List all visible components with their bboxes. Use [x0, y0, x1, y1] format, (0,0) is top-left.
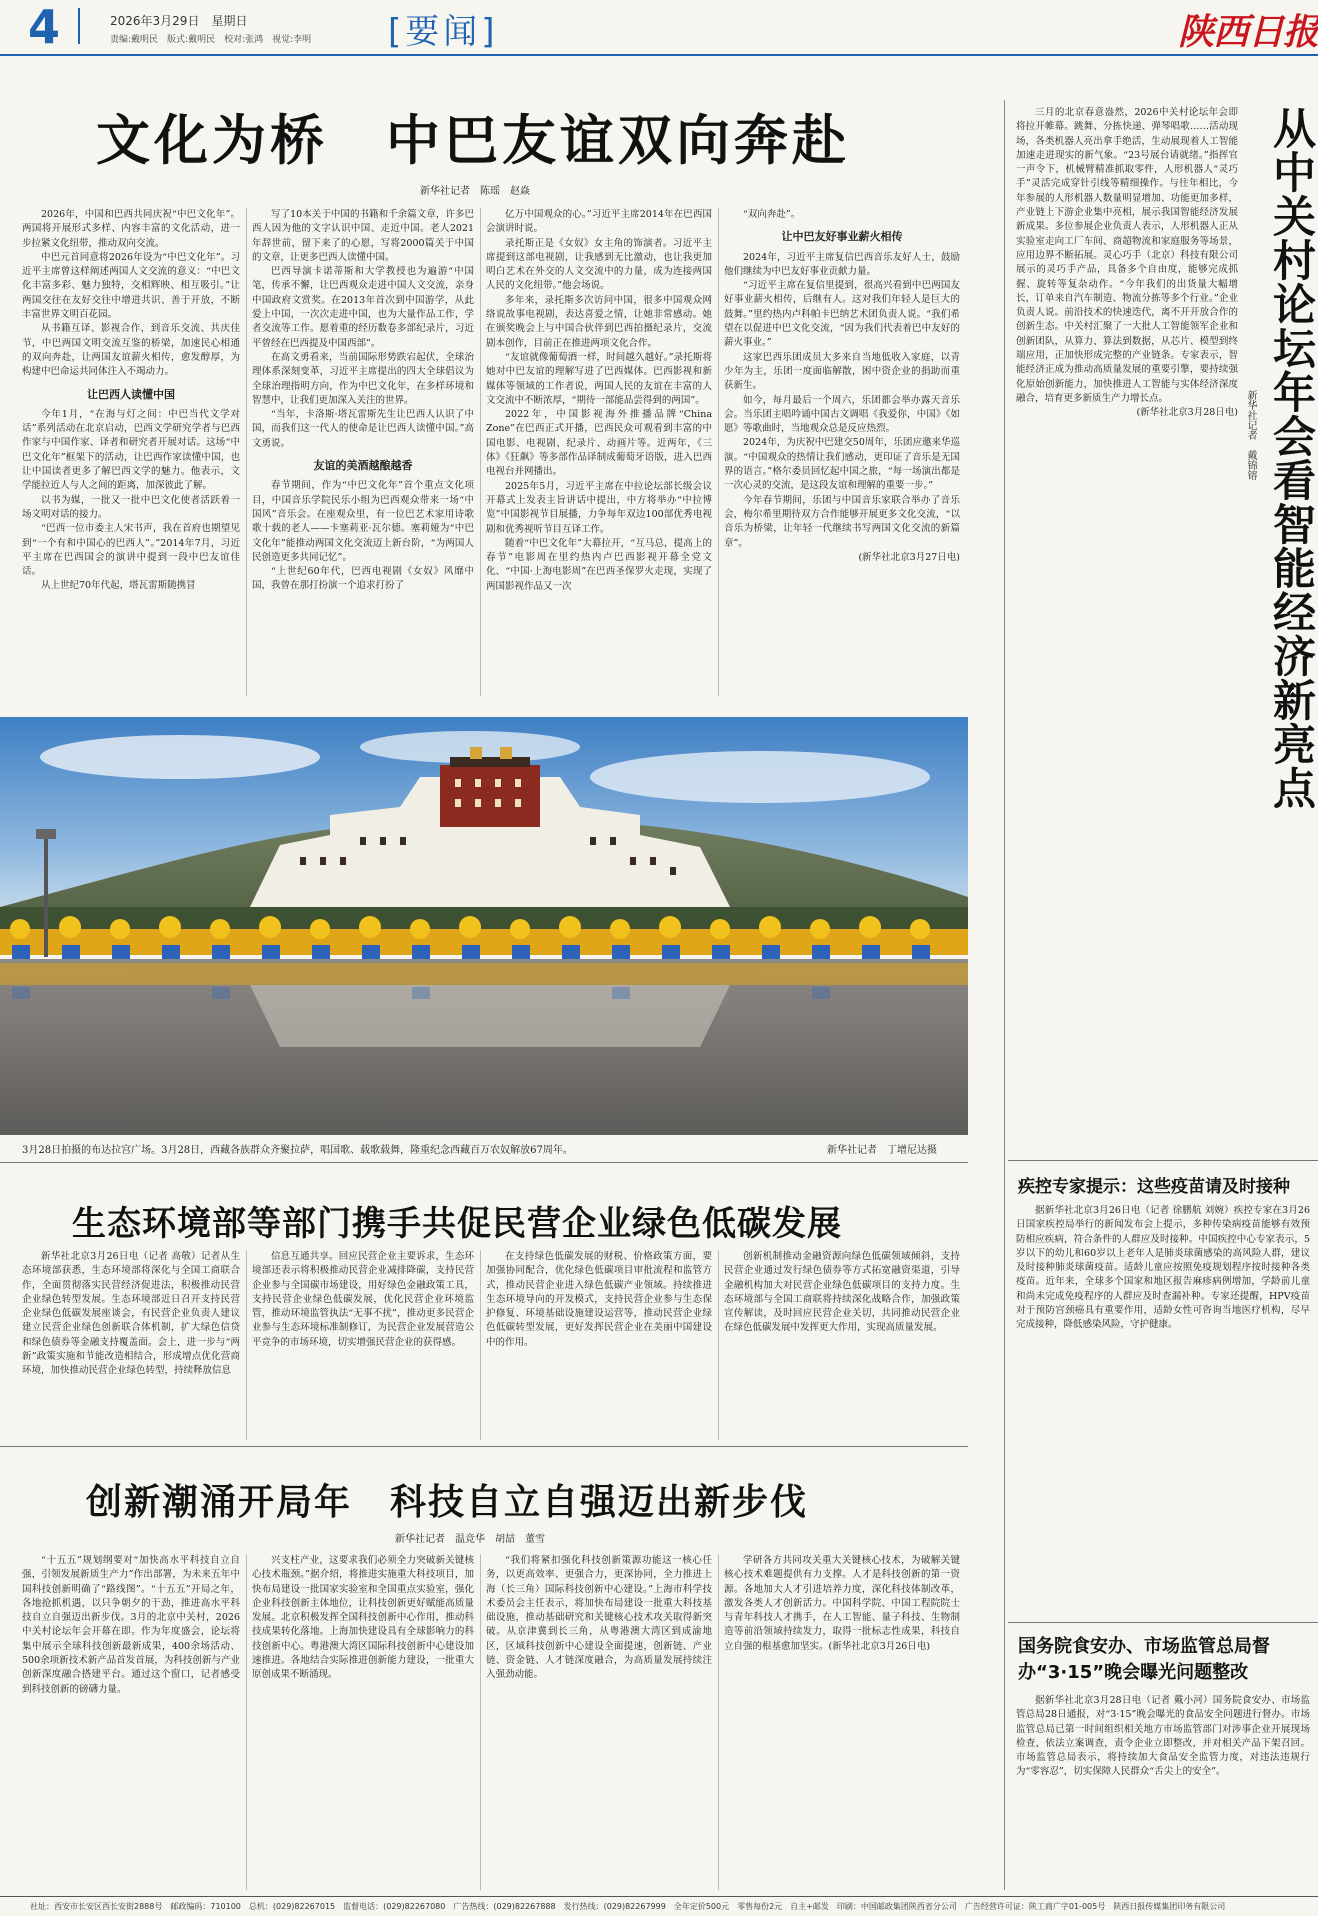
paragraph: 这家巴西乐团成员大多来自当地低收入家庭，以青少年为主，乐团一度面临解散，困中资企业的捐助而重获新生。	[724, 351, 960, 392]
paragraph: 今年春节期间，乐团与中国音乐家联合举办了音乐会，梅尔希里期待双方合作能够开展更多文化交流，“以音乐为桥梁，让年轻一代继续书写两国文化交流的新篇章”。	[724, 494, 960, 549]
caption-text: 3月28日拍摄的布达拉宫广场。3月28日，西藏各族群众齐聚拉萨，唱国歌、载歌载舞，隆重纪念西藏百万农奴解放67周年。	[22, 1145, 573, 1156]
dateline: (新华社北京3月28日电)	[1136, 407, 1238, 419]
article2-column-1	[22, 1250, 240, 1440]
column-divider	[480, 208, 481, 696]
paragraph: 录托斯正是《女奴》女主角的饰演者。习近平主席提到这部电视剧，让我感到无比激动，也让我更加明白艺术在外交的人文交流中的力量，成为连接两国人民的文化纽带。”他会场说。	[486, 237, 712, 292]
section-rule	[1008, 1160, 1318, 1161]
paragraph: 2022年，中国影视海外推播品牌“China Zone”在巴西正式开播，巴西民众可观看到丰富的中国电影、电视剧、纪录片、动画片等。近两年，《三体》《狂飙》等多部作品译制成葡萄牙语版，进入巴西电视台并网播出。	[486, 409, 712, 478]
article4-byline: 新华社记者 戴锦镕	[1245, 390, 1256, 480]
paragraph: 巴西导演卡诺蒂斯和大学教授也为遍游“中国笔，传承不懈，让巴西观众走进中国人文交流，亲身中国政府文赏奖。在2013年首次到中国游学，从此爱上中国，一次次走进中国，也为大量作品工作，学者交流等工作。愿着重的经历数卷多部纪录片，习近平曾经在巴西提及中国西部”。	[252, 266, 474, 349]
article2-headline: 生态环境部等部门携手共促民营企业绿色低碳发展	[72, 1204, 842, 1244]
masthead-rule	[0, 54, 1318, 56]
section-rule	[0, 1162, 968, 1163]
potala-palace-photo	[0, 717, 968, 1135]
paragraph: 多年来，录托斯多次访问中国，很多中国观众网络说故事电视剧，表达喜爱之情，让她非常感动。她在颁奖晚会上与中国合伙伴到巴西拍摄纪录片，交流剧本创作，目前正在推进两项文化合作。	[486, 294, 712, 349]
right-column-divider	[1004, 100, 1005, 1890]
paragraph: 如今，每月最后一个周六，乐团都会举办露天音乐会。当乐团主唱吟诵中国古文调唱《我爱你，中国》《如愿》等歌曲时，当地观众总是反应热烈。	[724, 394, 960, 435]
paragraph: 亿万中国观众的心。”习近平主席2014年在巴西国会演讲时说。	[486, 209, 712, 235]
photo-caption	[22, 1141, 962, 1156]
paragraph: 三月的北京春意盎然，2026中关村论坛年会即将拉开帷幕。跳舞、分拣快递、弹琴唱歌……活动现场，各类机器人亮出拿手绝活，生动展现着人工智能加速走进现实的新气象。“23号展台请就绪。”指挥官一声令下，机械臂精准抓取零件，人形机器人“灵巧手”灵活完成穿针引线等精细操作。与往年相比，今年参展的人形机器人数量明显增加、功能更加多样，产业链上下游企业集中亮相，展示我国智能经济发展新成果。多位参展企业负责人表示，人形机器人正从实验室走向工厂车间、商超物流和家庭服务等场景，应用边界不断拓展。灵心巧手（北京）科技有限公司展示的灵巧手产品，具备多个自由度，能够完成抓握、旋转等复杂动作。“今年我们的出货量大幅增长，订单来自汽车制造、物流分拣等多个行业。”企业负责人说。前沿技术的快速迭代，离不开开放合作的创新生态。中关村汇聚了一大批人工智能领军企业和创新团队，从算力、算法到数据，从芯片、模型到终端应用，正加快形成完整的产业链条。专家表示，智能经济正成为推动高质量发展的重要引擎，要持续强化原始创新能力，加快推进人工智能与实体经济深度融合，培育更多新质生产力增长点。	[1016, 107, 1238, 404]
page-footer: 社址：西安市长安区西长安街2888号 邮政编码：710100 总机：(029)82267015 监督电话：(029)82267080 广告热线：(029)82267888 发行热线：(029)82267999 全年定价500元 零售每份2元 自主+邮发 印刷：中国邮政集团陕西省分公司 广告经营许可证：陕工商广字01-005号 陕西日报传媒集团印务有限公司	[0, 1896, 1318, 1916]
paragraph: 2025年5月，习近平主席在中拉论坛部长级会议开幕式上发表主旨讲话中提出，中方将举办“中拉博览”中国影视节目展播，力争每年双边100部优秀电视剧和优秀视听节目互译工作。	[486, 480, 712, 535]
masthead	[0, 0, 1318, 56]
subhead: 让中巴友好事业薪火相传	[781, 230, 903, 244]
paragraph: 兴支柱产业，这要求我们必须全力突破新关键核心技术瓶颈。”据介绍，将推进实施重大科技项目，加快布局建设一批国家实验室和全国重点实验室，强化企业科技创新主体地位，让科技创新更好赋能高质量发展。北京积极发挥全国科技创新中心作用，推动科技成果转化落地。上海加快建设具有全球影响力的科技创新中心。粤港澳大湾区国际科技创新中心建设加速推进。各地结合实际推进创新能力建设，一批重大原创成果不断涌现。	[252, 1555, 474, 1681]
article3-column-1	[22, 1554, 240, 1890]
paragraph: 2026年，中国和巴西共同庆祝“中巴文化年”。两国将开展形式多样、内容丰富的文化活动，进一步拉紧文化纽带，推动双向交流。	[22, 209, 240, 249]
page-number-divider	[78, 8, 80, 44]
article3-column-3	[486, 1554, 712, 1890]
paragraph: 从上世纪70年代起，塔瓦雷斯随携冒	[41, 580, 196, 592]
paragraph: 在支持绿色低碳发展的财税、价格政策方面，要加强协同配合，优化绿色低碳项目审批流程和监管方式，推动民营企业进入绿色低碳产业领域。持续推进生态环境导向的开发模式，支持民营企业参与生态保护修复、环境基础设施建设运营等，推动民营企业绿色低碳转型发展，更好发挥民营企业在美丽中国建设中的作用。	[486, 1251, 712, 1348]
article1-byline: 新华社记者 陈瑶 赵焱	[420, 186, 530, 197]
paragraph: “友谊就像葡萄酒一样，时间越久越好。”录托斯将她对中巴友谊的理解写进了巴西媒体。巴西影视和新媒体等领域的工作者说，两国人民的友谊在丰富的人文交流中不断浓厚，“期待一部能品尝得到的两国”。	[486, 351, 712, 406]
column-divider	[718, 208, 719, 696]
paragraph: 在高文勇看来，当前国际形势跌宕起伏，全球治理体系深刻变革，习近平主席提出的四大全球倡议为全球治理指明方向，作为中巴文化年，在多样环境和智慧中，让我们更加深入关注的世界。	[252, 351, 474, 406]
paragraph: 中巴元首同意将2026年设为“中巴文化年”。习近平主席曾这样阐述两国人文交流的意义：“中巴文化丰富多彩、魅力独特，交相辉映、相互吸引。”让两国交往在友好交往中增进共识、善于开放，不断丰富世界文明百花园。	[22, 251, 240, 321]
paragraph: 据新华社北京3月26日电（记者 徐鹏航 刘婉）疾控专家在3月26日国家疾控局举行的新闻发布会上提示，多种传染病疫苗能够有效预防相应疾病，符合条件的人群应及时接种。中国疾控中心专家表示，5岁以下的幼儿和60岁以上老年人是肺炎球菌感染的高风险人群，建议及时接种肺炎球菌疫苗。适龄儿童应按照免疫规划程序按时接种各类疫苗。近年来，全球多个国家和地区报告麻疹病例增加，学龄前儿童和尚未完成免疫程序的人群应及时查漏补种。专家还提醒，HPV疫苗对于预防宫颈癌具有重要作用，适龄女性可咨询当地医疗机构，尽早完成接种，降低感染风险，守护健康。	[1016, 1205, 1310, 1331]
subhead: 让巴西人读懂中国	[87, 387, 175, 401]
article2-column-4	[724, 1250, 960, 1440]
article1-column-2	[252, 208, 474, 696]
article4-body	[1016, 106, 1238, 1152]
paragraph: 从书籍互译、影视合作，到音乐交流、共庆佳节，中巴两国文明交流互鉴的桥梁，加速民心相通的双向奔赴，让两国友谊薪火相传，愈发醇厚，为构建中巴命运共同体注入不竭动力。	[22, 323, 240, 378]
newspaper-logo: 陕西日报	[1178, 11, 1318, 53]
article2-column-2	[252, 1250, 474, 1440]
editors-credit: 责编:戴明民 版式:戴明民 校对:张鸿 视觉:李明	[110, 35, 312, 45]
page-number: 4	[28, 0, 61, 54]
paragraph: 春节期间，作为“中巴文化年”首个重点文化项目，中国音乐学院民乐小组为巴西观众带来一场“中国风”音乐会。在座观众里，有一位巴艺术家用诗歌歌十载的老人——卡塞莉亚·瓦尔德。塞莉娅为“中巴文化年”能推动两国文化交流迈上新台阶，“为两国人民创造更多共同记忆”。	[252, 480, 474, 563]
section-title: [要闻]	[388, 12, 499, 52]
paragraph: “巴西一位市委主人宋书声，我在首府也期望见到“一个有和中国心的巴西人”。”2014年7月，习近平主席在巴西国会的演讲中提到一段中巴友谊佳话。	[22, 523, 240, 578]
paragraph: 新华社北京3月26日电（记者 高敬）记者从生态环境部获悉，生态环境部将深化与全国工商联合作，全面贯彻落实民营经济促进法，积极推动民营企业绿色转型发展。生态环境部近日召开支持民营企业绿色低碳发展座谈会，有民营企业负责人建议建立民营企业绿色创新联合体机制，扩大绿色信贷和绿色债券等金融支持覆盖面。会上，进一步与“两新”政策实施和节能改造相结合，形成增点优化营商环境，加快推动民营企业绿色转型，持续释放信息	[22, 1251, 240, 1377]
article6-headline: 国务院食安办、市场监管总局督办“3·15”晚会曝光问题整改	[1018, 1636, 1270, 1683]
article2-column-3	[486, 1250, 712, 1440]
dateline: (新华社北京3月27日电)	[858, 551, 960, 563]
paragraph: 2024年，为庆祝中巴建交50周年，乐团应邀来华巡演。“中国观众的热情让我们感动，更印证了音乐是无国界的语言。”格尔委员回忆起中国之旅，“每一场演出都是一次心灵的交流，是这段友谊和理解的重要一步。”	[724, 437, 960, 492]
paragraph: 信息互通共享。回应民营企业主要诉求，生态环境部还表示将积极推动民营企业减排降碳，支持民营企业参与全国碳市场建设，用好绿色金融政策工具，支持民营企业绿色低碳发展，优化民营企业环境监管，推动环境监管执法“无事不扰”，推动更多民营企业参与生态环境标准制修订，为民营企业发展营造公平竞争的市场环境，切实增强民营企业的获得感。	[252, 1251, 474, 1348]
article5-headline: 疾控专家提示：这些疫苗请及时接种	[1018, 1177, 1290, 1197]
column-divider	[246, 1554, 247, 1890]
article6-body	[1016, 1694, 1310, 1890]
column-divider	[718, 1250, 719, 1440]
article3-column-4	[724, 1554, 960, 1890]
column-divider	[480, 1554, 481, 1890]
article1-column-3	[486, 208, 712, 696]
column-divider	[246, 208, 247, 696]
paragraph: 以书为媒，一批又一批中巴文化使者活跃着一场文明对话的接力。	[22, 494, 240, 520]
paragraph: 创新机制推动金融资源向绿色低碳领域倾斜，支持民营企业通过发行绿色债券等方式拓宽融资渠道，引导金融机构加大对民营企业绿色低碳项目的支持力度。生态环境部与全国工商联将持续深化战略合作，加强政策宣传解读，及时回应民营企业关切，共同推动民营企业在绿色低碳发展中发挥更大作用，实现高质量发展。	[724, 1251, 960, 1334]
article3-headline: 创新潮涌开局年 科技自立自强迈出新步伐	[86, 1482, 809, 1523]
paragraph: “十五五”规划纲要对“加快高水平科技自立自强，引领发展新质生产力”作出部署，为未来五年中国科技创新明确了“路线图”。“十五五”开局之年，各地抢抓机遇，以只争朝夕的干劲，推进高水平科技自立自强迈出新步伐。3月的北京中关村，2026中关村论坛年会开幕在即。作为年度盛会，论坛将集中展示全球科技创新最新成果，400余场活动、500余项新技术新产品首发首展，为科技创新与产业创新深度融合搭建平台。通过这个窗口，记者感受到科技创新的磅礴力量。	[22, 1555, 240, 1695]
article1-headline: 文化为桥 中巴友谊双向奔赴	[96, 109, 850, 172]
paragraph: “我们将紧扣强化科技创新策源功能这一核心任务，以更高效率、更强合力，更深协同，全力推进上海（长三角）国际科技创新中心建设。”上海市科学技术委员会主任表示，将加快布局建设一批重大科技基础设施，推动基础研究和关键核心技术攻关取得新突破。从京津冀到长三角，从粤港澳大湾区到成渝地区，区域科技创新中心建设全面提速，创新链、产业链、资金链、人才链深度融合，为高质量发展持续注入强劲动能。	[486, 1555, 712, 1681]
column-divider	[718, 1554, 719, 1890]
paragraph: 随着“中巴文化年”大幕拉开，“互马总，提高上的春节”电影周在里约热内卢巴西影视开幕全党文化、“中国·上海电影周”在巴西圣保罗火走现，实现了两国影视作品又一次	[486, 537, 712, 592]
column-divider	[246, 1250, 247, 1440]
column-divider	[480, 1250, 481, 1440]
paragraph: “习近平主席在复信里提到，很高兴看到中巴两国友好事业薪火相传，后继有人。这对我们年轻人是巨大的鼓舞。”里约热内卢科帕卡巴纳艺术团负责人说。“我们希望在以促进中巴文化交流，“因为我们代表着巴中友好的薪火事业。”	[724, 280, 960, 349]
photo-credit: 新华社记者 丁增尼达摄	[827, 1145, 937, 1156]
paragraph: 学研各方共同攻关重大关键核心技术，为破解关键核心技术难题提供有力支撑。人才是科技创新的第一资源。各地加大人才引进培养力度，深化科技体制改革，激发各类人才创新活力。中国科学院、中国工程院院士与青年科技人才携手，在人工智能、量子科技、生物制造等前沿领域持续发力，取得一批标志性成果，科技自立自强的根基愈加坚实。(新华社北京3月26日电)	[724, 1555, 960, 1652]
subhead: 友谊的美酒越酿越香	[313, 459, 413, 473]
article1-column-1	[22, 208, 240, 696]
paragraph: 2024年，习近平主席复信巴西音乐友好人士，鼓励他们继续为中巴友好事业贡献力量。	[724, 251, 960, 277]
paragraph: “当年，卡洛斯·塔瓦雷斯先生让巴西人认识了中国，而我们这一代人的使命是让巴西人读懂中国。”高文勇说。	[252, 409, 474, 449]
section-rule	[1008, 1622, 1318, 1623]
article4-headline: 从中关村论坛年会看智能经济新亮点	[1266, 106, 1316, 810]
section-rule	[0, 1446, 968, 1447]
paragraph: 今年1月，“在海与灯之间：中巴当代文学对话”系列活动在北京启动，巴西文学研究学者与巴西作家与中国作家、译者和研究者开展对话。这场“中巴文化年”框架下的活动，让巴西作家读懂中国，也让中国读者更多了解巴西文学的魅力。他表示，文学能拉近人与人之间的距离，加深彼此了解。	[22, 408, 240, 492]
article3-column-2	[252, 1554, 474, 1890]
issue-date: 2026年3月29日 星期日	[110, 14, 248, 28]
paragraph: “双向奔赴”。	[743, 209, 801, 220]
article3-byline: 新华社记者 温竞华 胡喆 董雪	[395, 1534, 545, 1545]
article5-body	[1016, 1204, 1310, 1614]
article1-column-4	[724, 208, 960, 696]
paragraph: “上世纪60年代，巴西电视剧《女奴》风靡中国，我曾在那打扮演一个追求打扮了	[252, 566, 474, 592]
paragraph: 写了10本关于中国的书籍和千余篇文章，许多巴西人因为他的文字认识中国、走近中国。老人2021年辞世前，留下来了的心愿，写将2000篇关于中国的文章，让更多巴西人读懂中国。	[252, 209, 474, 263]
news-photo	[0, 717, 968, 1135]
paragraph: 据新华社北京3月28日电（记者 戴小河）国务院食安办、市场监管总局28日通报，对“3·15”晚会曝光的食品安全问题进行督办。市场监管总局已第一时间组织相关地方市场监管部门对涉事企业开展现场检查，依法立案调查，责令企业立即整改，并对相关产品下架召回。市场监管总局表示，将持续加大食品安全监管力度，对违法违规行为“零容忍”，切实保障人民群众“舌尖上的安全”。	[1016, 1695, 1310, 1778]
